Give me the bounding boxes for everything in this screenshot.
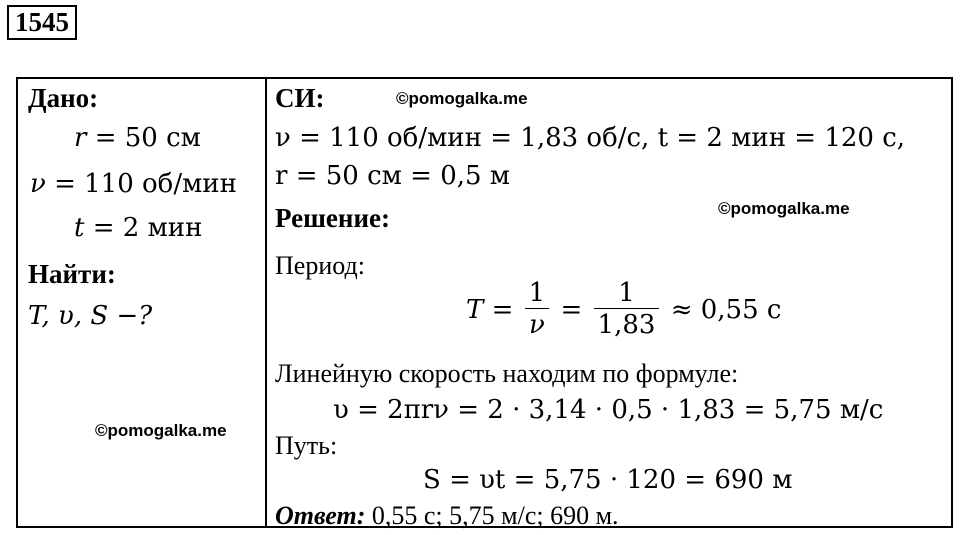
equals-sign: = (560, 294, 583, 325)
given-t-value: = 2 мин (92, 213, 203, 243)
solution-heading: Решение: (275, 203, 390, 233)
period-fraction-1 (525, 278, 550, 341)
period-formula (466, 278, 781, 341)
given-r (74, 123, 201, 153)
si-heading: СИ: (275, 83, 325, 113)
answer-label: Ответ: (275, 501, 366, 530)
answer-text: 0,55 с; 5,75 м/с; 690 м. (371, 501, 619, 530)
given-nu-symbol: ν (30, 169, 46, 199)
fraction-numerator: 1 (618, 278, 635, 308)
watermark: ©pomogalka.me (396, 89, 528, 108)
given-t-symbol: t (74, 213, 85, 243)
watermark: ©pomogalka.me (718, 199, 850, 218)
find-query: T, υ, S −? (28, 301, 153, 331)
period-fraction-2 (594, 278, 660, 341)
si-line-2: r = 50 см = 0,5 м (275, 161, 511, 191)
si-line-1: ν = 110 об/мин = 1,83 об/с, t = 2 мин = 120 с, (275, 123, 906, 153)
period-result: ≈ 0,55 с (670, 294, 782, 325)
period-lhs: T = (466, 294, 514, 325)
solution-table (16, 77, 953, 528)
find-heading: Найти: (28, 259, 116, 289)
answer-line (275, 501, 619, 531)
given-nu (30, 169, 237, 199)
given-nu-value: = 110 об/мин (54, 169, 237, 199)
period-label: Период: (275, 251, 365, 280)
given-r-value: = 50 см (94, 123, 201, 153)
speed-label: Линейную скорость находим по формуле: (275, 359, 739, 388)
path-formula: S = υt = 5,75 · 120 = 690 м (423, 465, 793, 495)
speed-formula: υ = 2πrν = 2 · 3,14 · 0,5 · 1,83 = 5,75 м/с (333, 395, 884, 425)
fraction-denominator: ν (525, 308, 550, 341)
given-r-symbol: r (74, 123, 87, 153)
watermark: ©pomogalka.me (95, 421, 227, 440)
path-label: Путь: (275, 431, 338, 460)
fraction-denominator: 1,83 (594, 308, 660, 341)
column-divider (265, 79, 267, 526)
problem-number: 1545 (7, 5, 77, 40)
given-t (74, 213, 202, 243)
given-heading: Дано: (28, 83, 99, 113)
fraction-numerator: 1 (528, 278, 546, 308)
